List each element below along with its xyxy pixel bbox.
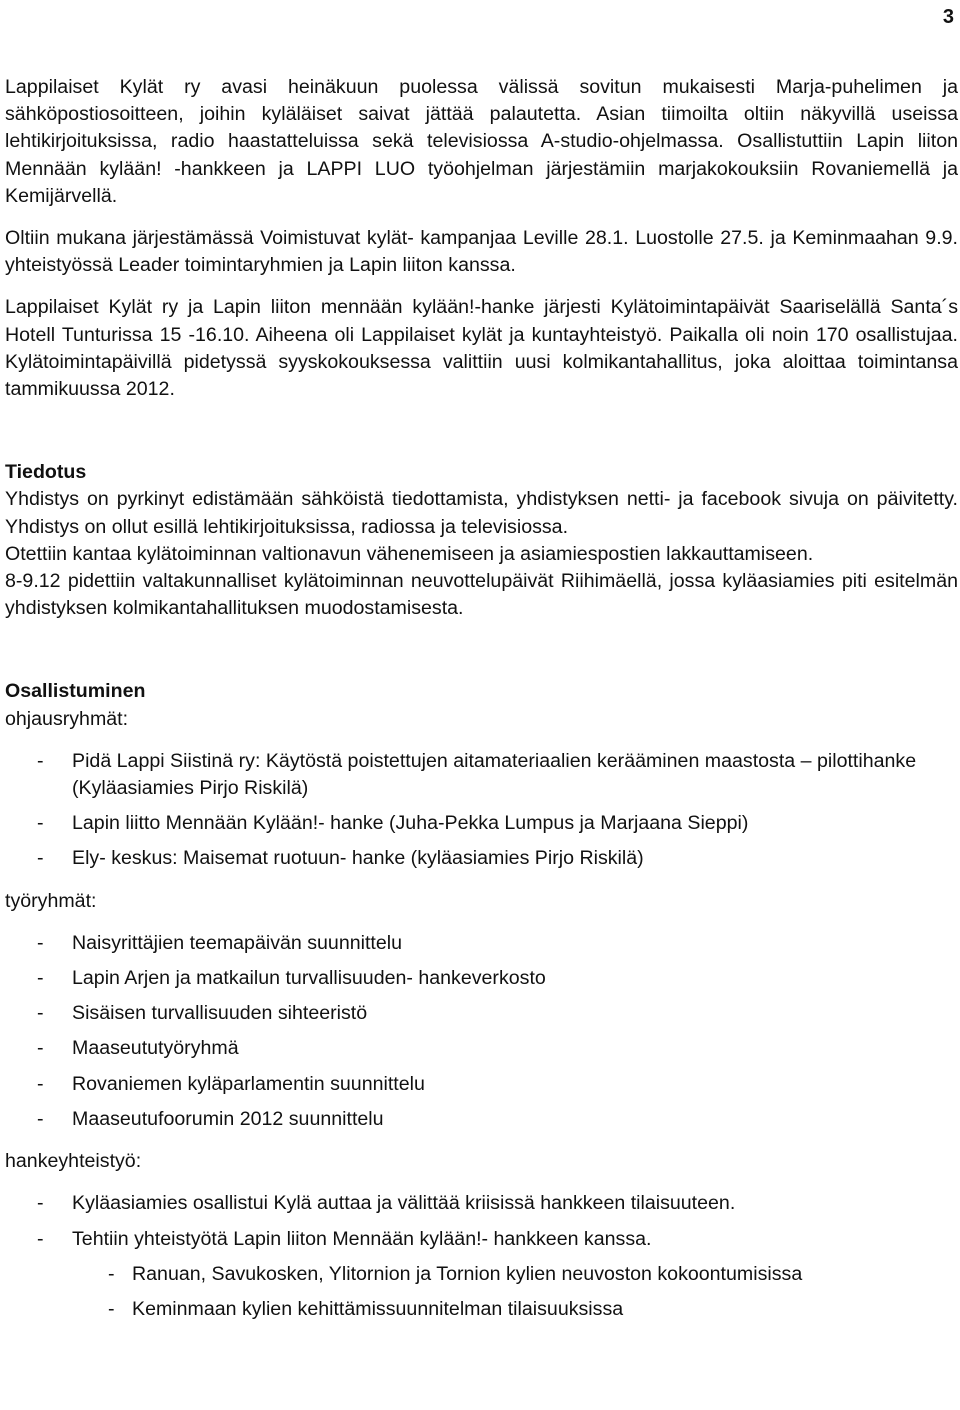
- tiedotus-paragraph-3: 8-9.12 pidettiin valtakunnalliset kylätoiminnan neuvottelupäivät Riihimäellä, jossa kyläasiamies piti esitelmän yhdistyksen kolmikantahallituksen muodostamisesta.: [5, 570, 958, 620]
- list-item: - Maaseututyöryhmä: [5, 1035, 958, 1062]
- intro-paragraph-3: Lappilaiset Kylät ry ja Lapin liiton mennään kylään!-hanke järjesti Kylätoimintapäivät Saariselällä Santa´s Hotell Tunturissa 15 -16.10. Aiheena oli Lappilaiset kylät ja kuntayhteistyö. Paikalla oli noin 170 osallistujaa. Kylätoimintapäivillä pidetyssä syyskokouksessa valittiin uusi kolmikantahallitus, joka aloittaa toimintansa tammikuussa 2012.: [5, 296, 958, 401]
- list-item: - Ely- keskus: Maisemat ruotuun- hanke (kyläasiamies Pirjo Riskilä): [5, 845, 958, 872]
- hankeyhteistyo-label: hankeyhteistyö:: [5, 1150, 142, 1173]
- list-item: - Naisyrittäjien teemapäivän suunnittelu: [5, 930, 958, 957]
- list-item: - Rovaniemen kyläparlamentin suunnittelu: [5, 1071, 958, 1098]
- ohjausryhmat-list: [5, 748, 958, 873]
- tyoryhmat-label: työryhmät:: [5, 889, 97, 912]
- tiedotus-paragraph-1: Yhdistys on pyrkinyt edistämään sähköistä tiedottamista, yhdistyksen netti- ja facebook sivuja on päivitetty. Yhdistys on ollut esillä lehtikirjoituksissa, radiossa ja televisiossa.: [5, 488, 958, 538]
- list-item: - Keminmaan kylien kehittämissuunnitelman tilaisuuksissa: [5, 1296, 958, 1323]
- list-item: - Tehtiin yhteistyötä Lapin liiton Mennään kylään!- hankkeen kanssa.: [5, 1226, 958, 1253]
- tiedotus-paragraph-2: Otettiin kantaa kylätoiminnan valtionavun vähenemiseen ja asiamiespostien lakkauttamiseen.: [5, 542, 814, 565]
- intro-paragraph-1: Lappilaiset Kylät ry avasi heinäkuun puolessa välissä sovitun mukaisesti Marja-puhelimen ja sähköpostiosoitteen, joihin kyläläiset saivat jättää palautetta. Asian tiimoilta oltiin näkyvillä useissa lehtikirjoituksissa, radio haastatteluissa sekä televisiossa A-studio-ohjelmassa. Osallistuttiin Lapin liiton Mennään kylään! -hankkeen ja LAPPI LUO työohjelman järjestämiin marjakokouksiin Rovaniemellä ja Kemijärvellä.: [5, 76, 958, 207]
- list-item: - Sisäisen turvallisuuden sihteeristö: [5, 1000, 958, 1027]
- list-item: - Lapin Arjen ja matkailun turvallisuuden- hankeverkosto: [5, 965, 958, 992]
- document-body: [5, 74, 958, 1323]
- hankeyhteistyo-sublist: [5, 1261, 958, 1323]
- list-item: - Ranuan, Savukosken, Ylitornion ja Tornion kylien neuvoston kokoontumisissa: [5, 1261, 958, 1288]
- list-item: - Pidä Lappi Siistinä ry: Käytöstä poistettujen aitamateriaalien kerääminen maastosta – pilottihanke (Kyläasiamies Pirjo Riskilä): [5, 748, 958, 802]
- page-number: 3: [942, 6, 954, 28]
- hankeyhteistyo-list: [5, 1190, 958, 1252]
- list-item: - Maaseutufoorumin 2012 suunnittelu: [5, 1106, 958, 1133]
- tyoryhmat-list: [5, 930, 958, 1133]
- ohjausryhmat-label: ohjausryhmät:: [5, 707, 129, 730]
- osallistuminen-heading: Osallistuminen: [5, 680, 146, 703]
- list-item: - Kyläasiamies osallistui Kylä auttaa ja välittää kriisissä hankkeen tilaisuuteen.: [5, 1190, 958, 1217]
- tiedotus-heading: Tiedotus: [5, 461, 87, 484]
- intro-paragraph-2: Oltiin mukana järjestämässä Voimistuvat kylät- kampanjaa Leville 28.1. Luostolle 27.5. ja Keminmaahan 9.9. yhteistyössä Leader toimintaryhmien ja Lapin liiton kanssa.: [5, 227, 958, 277]
- list-item: - Lapin liitto Mennään Kylään!- hanke (Juha-Pekka Lumpus ja Marjaana Sieppi): [5, 810, 958, 837]
